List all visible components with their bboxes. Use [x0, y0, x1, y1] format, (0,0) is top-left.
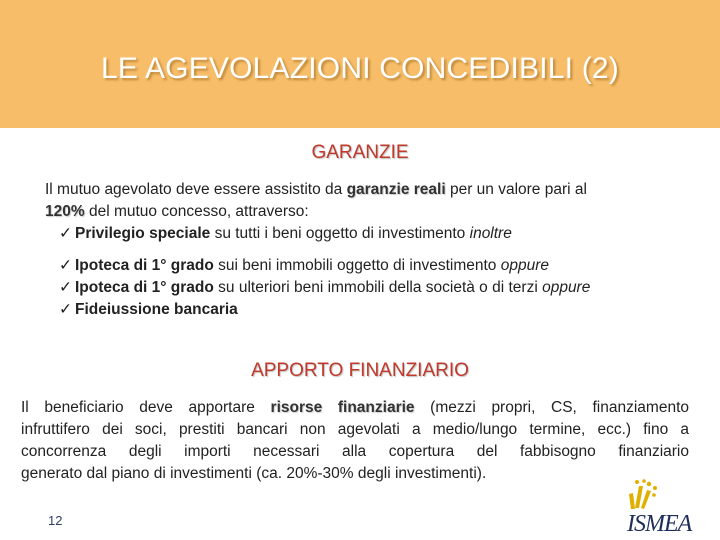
apporto-text: Il beneficiario deve apportare: [21, 399, 271, 416]
garanzie-body: [45, 179, 685, 321]
garanzie-reali-emphasis: garanzie reali: [346, 181, 446, 198]
page-number: 12: [48, 513, 63, 528]
percent-emphasis: 120%: [45, 203, 85, 220]
apporto-line-1: [21, 397, 689, 419]
svg-text:ISMEA: ISMEA: [627, 511, 692, 534]
garanzie-heading: GARANZIE: [311, 142, 409, 163]
list-item-text: su ulteriori beni immobili della società o di terzi: [213, 279, 543, 296]
list-item-italic: oppure: [500, 257, 550, 274]
apporto-body: [21, 397, 689, 485]
list-item-bold: Privilegio speciale: [75, 225, 211, 242]
intro-text: Il mutuo agevolato deve essere assistito da: [45, 181, 347, 198]
list-item-italic: inoltre: [469, 225, 512, 242]
list-item-bold: Ipoteca di 1° grado: [75, 257, 214, 274]
apporto-line-3: concorrenza degli importi necessari alla copertura del fabbisogno finanziario: [21, 443, 689, 460]
apporto-line-2: infruttifero dei soci, prestiti bancari non agevolati a medio/lungo termine, ecc.) fino a: [21, 421, 689, 438]
list-item: [45, 255, 685, 277]
intro-text-cont: per un valore pari al: [445, 181, 587, 198]
list-item: [45, 299, 685, 321]
apporto-heading: APPORTO FINANZIARIO: [251, 360, 469, 381]
slide-title: LE AGEVOLAZIONI CONCEDIBILI (2): [100, 52, 619, 85]
intro-text-end: del mutuo concesso, attraverso:: [84, 203, 309, 220]
list-item-bold: Ipoteca di 1° grado: [75, 279, 214, 296]
list-item-text: su tutti i beni oggetto di investimento: [210, 225, 470, 242]
checkmark-icon: ✓: [59, 225, 72, 242]
list-item: [45, 223, 685, 245]
risorse-finanziarie-emphasis: risorse finanziarie: [270, 399, 415, 416]
garanzie-intro-line-2: [45, 201, 685, 223]
apporto-text-cont: (mezzi propri, CS, finanziamento: [414, 399, 689, 416]
list-item: [45, 277, 685, 299]
list-item-italic: oppure: [542, 279, 591, 296]
list-item-bold: Fideiussione bancaria: [75, 301, 238, 318]
ismea-logo-icon: [625, 478, 711, 534]
checkmark-icon: ✓: [59, 257, 72, 274]
apporto-line-4: generato dal piano di investimenti (ca. 20%-30% degli investimenti).: [21, 465, 487, 482]
spacer: [45, 245, 685, 255]
list-item-text: sui beni immobili oggetto di investimento: [213, 257, 501, 274]
checkmark-icon: ✓: [59, 279, 72, 296]
garanzie-intro-line-1: [45, 179, 685, 201]
checkmark-icon: ✓: [59, 301, 72, 318]
